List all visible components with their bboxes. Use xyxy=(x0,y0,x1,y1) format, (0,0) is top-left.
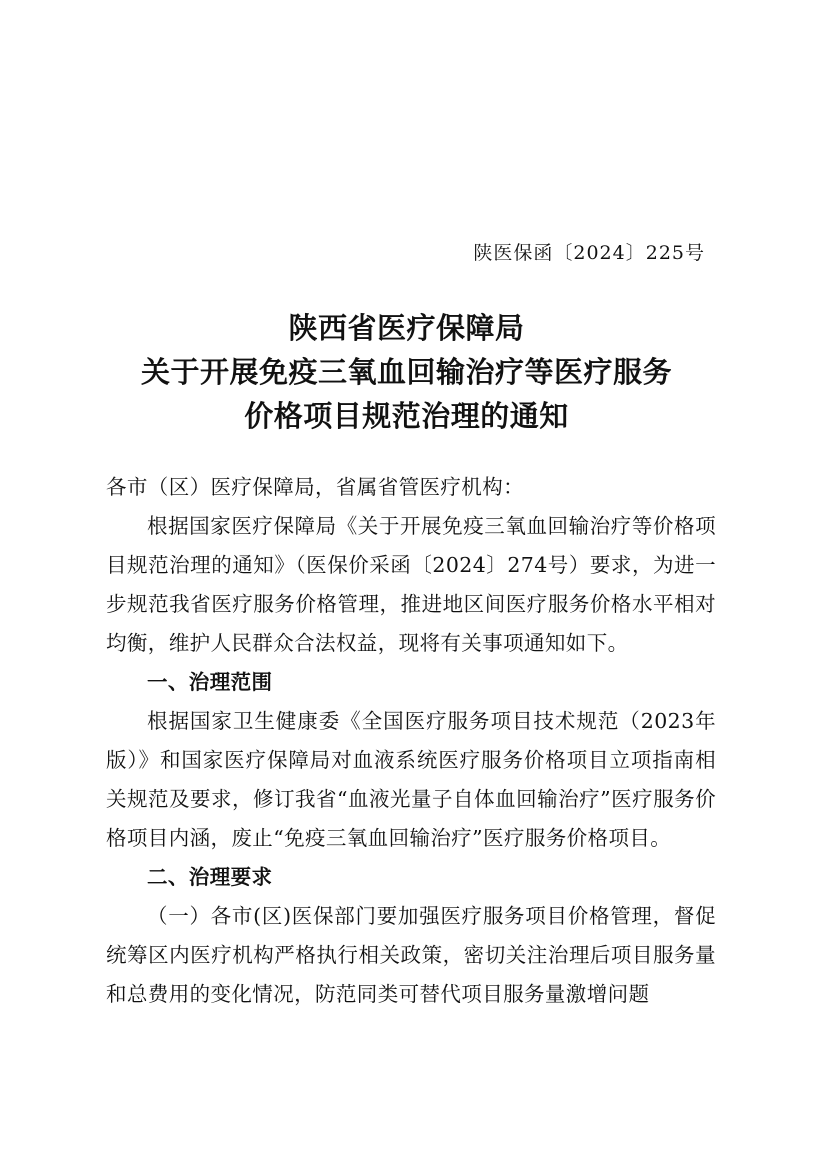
section-2-item-1-paragraph: （一）各市(区)医保部门要加强医疗服务项目价格管理，督促统筹区内医疗机构严格执行相关政策，密切关注治理后项目服务量和总费用的变化情况，防范同类可替代项目服务量激增问题 xyxy=(106,904,716,1006)
document-body xyxy=(106,468,716,1014)
document-title xyxy=(0,306,813,438)
title-line-3: 价格项目规范治理的通知 xyxy=(244,399,569,433)
section-1-heading: 一、治理范围 xyxy=(147,670,273,694)
title-line-1: 陕西省医疗保障局 xyxy=(288,311,525,345)
document-number: 陕医保函〔2024〕225号 xyxy=(473,242,705,264)
intro-paragraph: 根据国家医疗保障局《关于开展免疫三氧血回输治疗等价格项目规范治理的通知》（医保价采函〔2024〕274号）要求，为进一步规范我省医疗服务价格管理，推进地区间医疗服务价格水平相对均衡，维护人民群众合法权益，现将有关事项通知如下。 xyxy=(106,514,716,655)
salutation: 各市（区）医疗保障局，省属省管医疗机构： xyxy=(106,475,524,499)
section-2-heading: 二、治理要求 xyxy=(147,865,273,889)
section-1-paragraph: 根据国家卫生健康委《全国医疗服务项目技术规范（2023年版）》和国家医疗保障局对血液系统医疗服务价格项目立项指南相关规范及要求，修订我省“血液光量子自体血回输治疗”医疗服务价格项目内涵，废止“免疫三氧血回输治疗”医疗服务价格项目。 xyxy=(106,709,716,850)
title-line-2: 关于开展免疫三氧血回输治疗等医疗服务 xyxy=(140,355,672,389)
